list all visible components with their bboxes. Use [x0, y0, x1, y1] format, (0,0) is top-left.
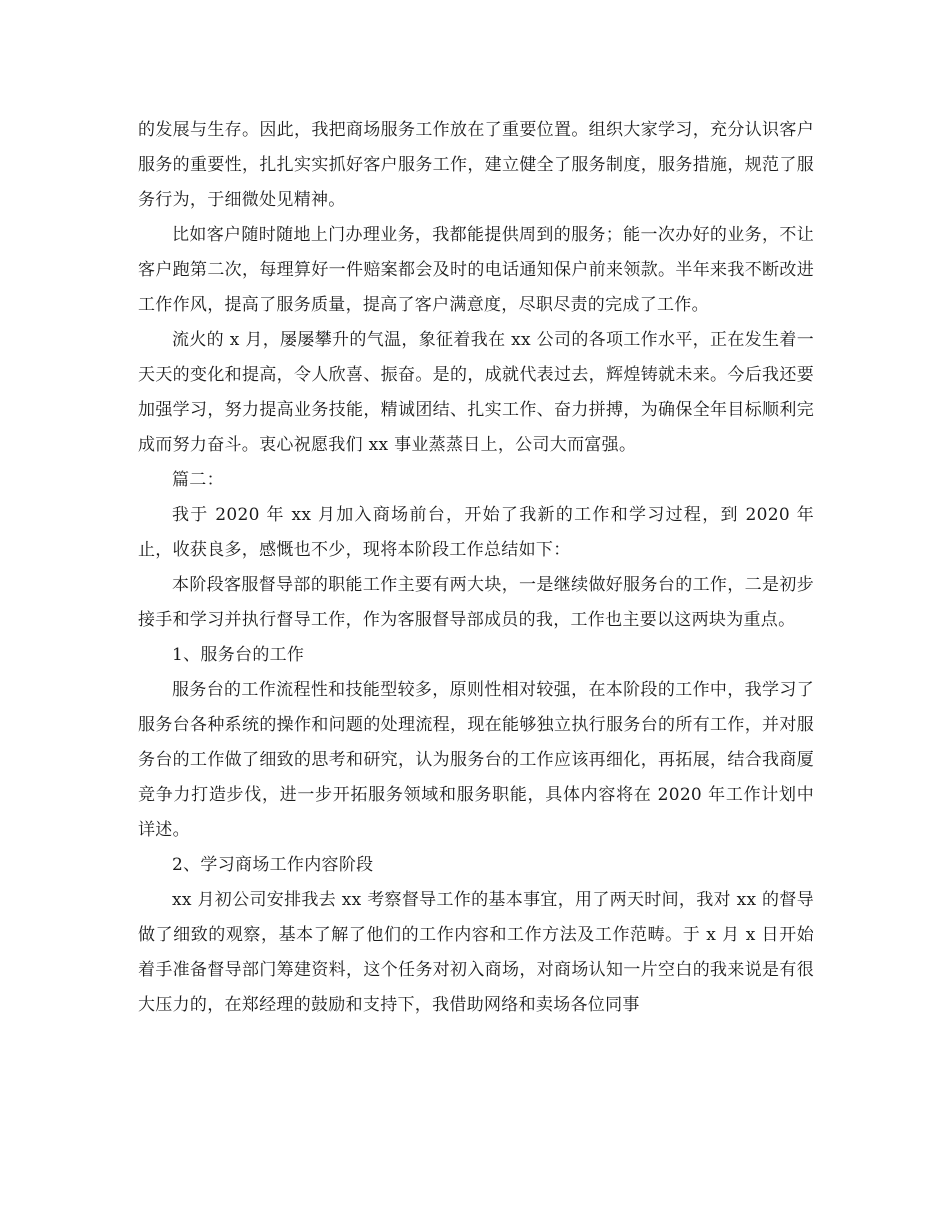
paragraph-service-desk: 服务台的工作流程性和技能型较多，原则性相对较强，在本阶段的工作中，我学习了服务台各种系统的操作和问题的处理流程，现在能够独立执行服务台的所有工作，并对服务台的工作做了细致的思考和研究，认为服务台的工作应该再细化，再拓展，结合我商厦竞争力打造步伐，进一步开拓服务领域和服务职能，具体内容将在 2020 年工作计划中详述。 — [138, 680, 814, 840]
paragraph-customer-service: 比如客户随时随地上门办理业务，我都能提供周到的服务；能一次办好的业务，不让客户跑第二次，每理算好一件赔案都会及时的电话通知保户前来领款。半年来我不断改进工作作风，提高了服务质量，提高了客户满意度，尽职尽责的完成了工作。 — [138, 225, 814, 315]
paragraph-intro: 我于 2020 年 xx 月加入商场前台，开始了我新的工作和学习过程，到 2020 年止，收获良多，感慨也不少，现将本阶段工作总结如下： — [138, 505, 814, 560]
subheading-service-desk: 1、服务台的工作 — [172, 645, 305, 665]
document-body — [138, 113, 814, 1023]
paragraph-summary-outlook: 流火的 x 月，屡屡攀升的气温，象征着我在 xx 公司的各项工作水平，正在发生着一天天的变化和提高，令人欣喜、振奋。是的，成就代表过去，辉煌铸就未来。今后我还要加强学习，努力提高业务技能，精诚团结、扎实工作、奋力拼搏，为确保全年目标顺利完成而努力奋斗。衷心祝愿我们 xx 事业蒸蒸日上，公司大而富强。 — [138, 330, 814, 455]
section-heading-part-two: 篇二： — [172, 470, 224, 490]
paragraph-department-overview: 本阶段客服督导部的职能工作主要有两大块，一是继续做好服务台的工作，二是初步接手和学习并执行督导工作，作为客服督导部成员的我，工作也主要以这两块为重点。 — [138, 575, 814, 630]
paragraph-learning-phase: xx 月初公司安排我去 xx 考察督导工作的基本事宜，用了两天时间，我对 xx 的督导做了细致的观察，基本了解了他们的工作内容和工作方法及工作范畴。于 x 月 x 日开始着手准备督导部门筹建资料，这个任务对初入商场，对商场认知一片空白的我来说是有很大压力的，在郑经理的鼓励和支持下，我借助网络和卖场各位同事 — [138, 890, 814, 1015]
paragraph-continuation: 的发展与生存。因此，我把商场服务工作放在了重要位置。组织大家学习，充分认识客户服务的重要性，扎扎实实抓好客户服务工作，建立健全了服务制度，服务措施，规范了服务行为，于细微处见精神。 — [138, 120, 814, 210]
subheading-learning-phase: 2、学习商场工作内容阶段 — [172, 855, 374, 875]
